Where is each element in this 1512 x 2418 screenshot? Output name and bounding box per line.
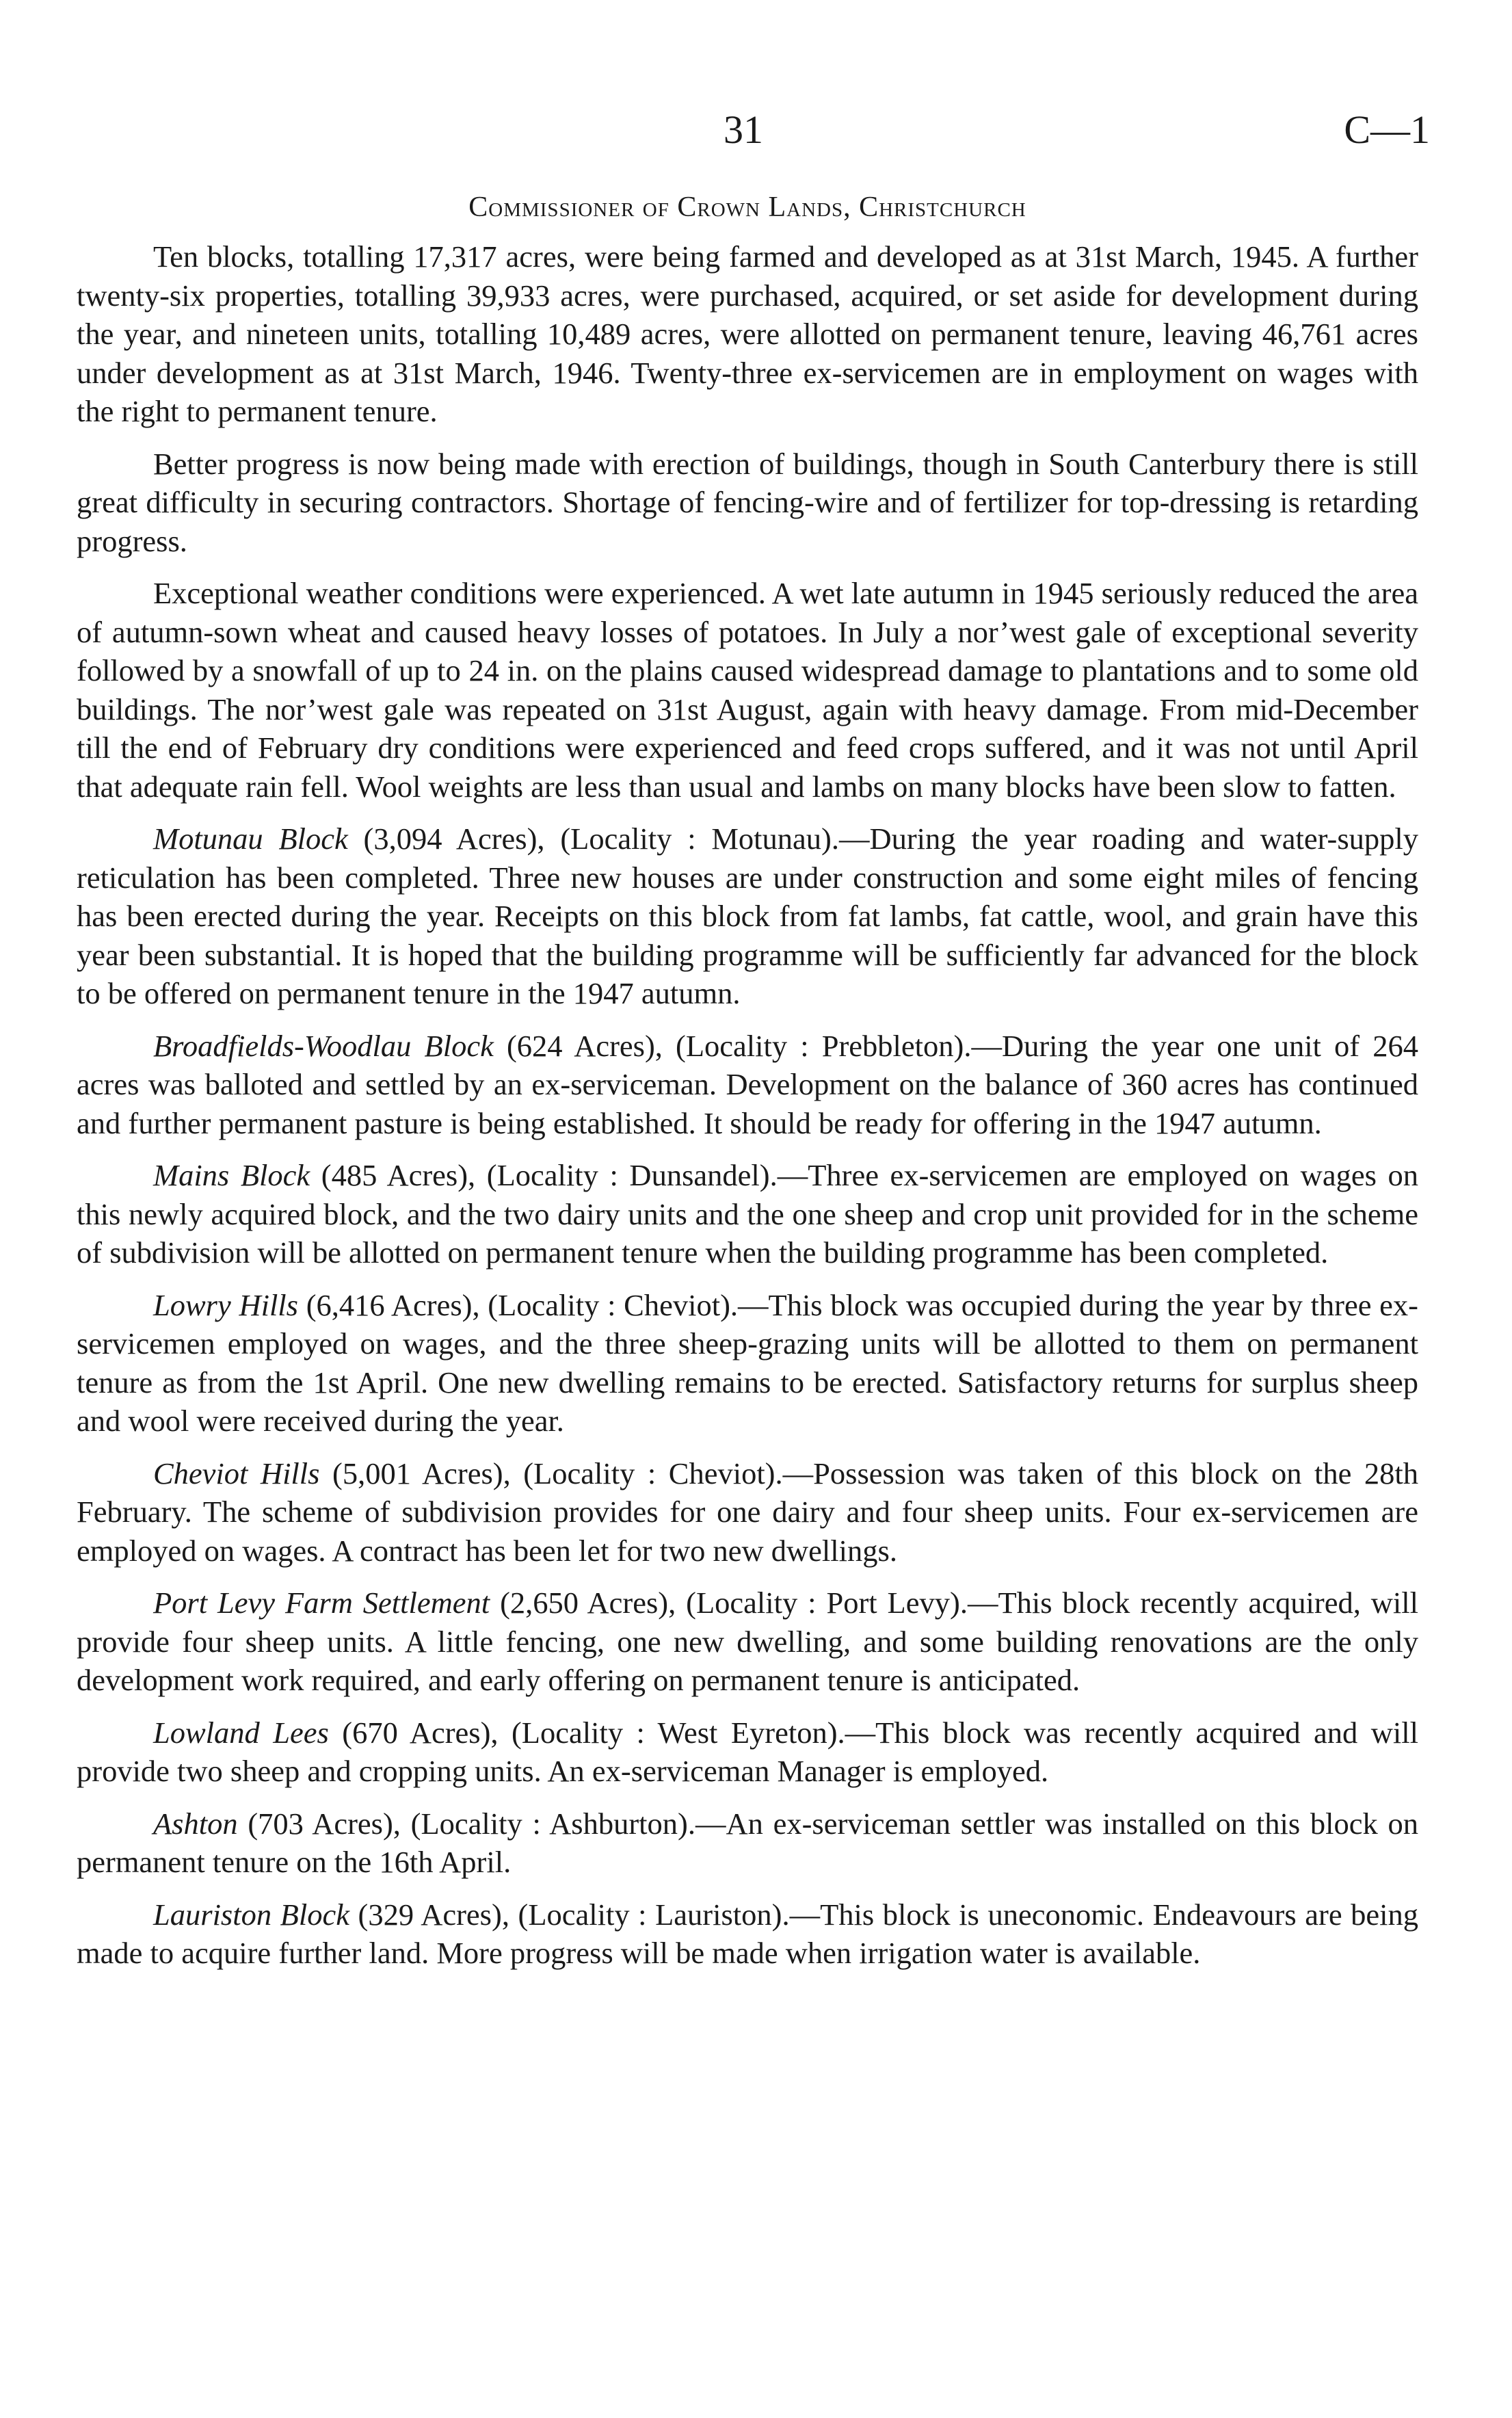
document-reference: C—1 — [1344, 107, 1430, 152]
block-details: (670 Acres), (Locality : West Eyreton).— — [328, 1715, 876, 1750]
block-details: (329 Acres), (Locality : Lauriston).— — [349, 1897, 821, 1932]
block-paragraph-port-levy — [77, 1583, 1418, 1700]
block-name: Ashton — [153, 1806, 238, 1841]
block-text: This block was recently acquired and will provide two sheep and cropping units. An ex-serviceman Manager is employed. — [77, 1715, 1418, 1788]
block-paragraph-cheviot-hills — [77, 1454, 1418, 1571]
section-heading: Commissioner of Crown Lands, Christchurch — [468, 192, 1026, 223]
block-paragraph-motunau — [77, 819, 1418, 1013]
block-paragraph-lauriston — [77, 1895, 1418, 1973]
block-paragraph-broadfields-woodlau — [77, 1027, 1418, 1143]
block-text: An ex-serviceman settler was installed on this block on permanent tenure on the 16th April. — [77, 1806, 1418, 1879]
block-name: Port Levy Farm Settlement — [153, 1586, 490, 1620]
block-name: Motunau Block — [153, 822, 348, 856]
block-text: Possession was taken of this block on the 28th February. The scheme of subdivision provides for one dairy and four sheep units. Four ex-servicemen are employed on wages. A contract has been let for two new dwellings. — [77, 1456, 1418, 1568]
block-details: (6,416 Acres), (Locality : Cheviot).— — [298, 1287, 769, 1322]
block-text: During the year one unit of 264 acres was balloted and settled by an ex-serviceman. Development on the balance of 360 acres has continued and further permanent pasture is being established. It should be ready for offering in the 1947 autumn. — [77, 1028, 1418, 1140]
block-paragraph-ashton — [77, 1804, 1418, 1882]
block-name: Lowland Lees — [153, 1715, 329, 1750]
block-paragraph-mains — [77, 1156, 1418, 1272]
block-details: (624 Acres), (Locality : Prebbleton).— — [493, 1028, 1002, 1063]
block-details: (5,001 Acres), (Locality : Cheviot).— — [319, 1456, 814, 1490]
block-details: (3,094 Acres), (Locality : Motunau).— — [347, 822, 870, 856]
page-header — [0, 103, 1512, 157]
block-text: Three ex-servicemen are employed on wages on this newly acquired block, and the two dairy units and the one sheep and crop unit provided for in the scheme of subdivision will be allotted on permanent tenure when the building programme has been completed. — [77, 1158, 1418, 1270]
block-name: Broadfields-Woodlau Block — [153, 1028, 494, 1063]
block-paragraph-lowland-lees — [77, 1713, 1418, 1791]
block-details: (703 Acres), (Locality : Ashburton).— — [237, 1806, 726, 1841]
intro-paragraph: Exceptional weather conditions were experienced. A wet late autumn in 1945 seriously reduced the area of autumn-sown wheat and caused heavy losses of potatoes. In July a nor’west gale of exceptional severity followed by a snowfall of up to 24 in. on the plains caused widespread damage to plantations and to some old buildings. The nor’west gale was repeated on 31st August, again with heavy damage. From mid-December till the end of February dry conditions were experienced and feed crops suffered, and it was not until April that adequate rain fell. Wool weights are less than usual and lambs on many blocks have been slow to fatten. — [77, 576, 1418, 804]
intro-paragraph: Ten blocks, totalling 17,317 acres, were being farmed and developed as at 31st March, 1945. A further twenty-six properties, totalling 39,933 acres, were purchased, acquired, or set aside for development during the year, and nineteen units, totalling 10,489 acres, were allotted on permanent tenure, leaving 46,761 acres under development as at 31st March, 1946. Twenty-three ex-servicemen are in employment on wages with the right to permanent tenure. — [77, 239, 1418, 428]
block-text: This block recently acquired, will provide four sheep units. A little fencing, one new dwelling, and some building renovations are the only development work required, and early offering on permanent tenure is anticipated. — [77, 1586, 1418, 1697]
block-text: This block is uneconomic. Endeavours are being made to acquire further land. More progress will be made when irrigation water is available. — [77, 1897, 1418, 1970]
block-name: Lowry Hills — [153, 1287, 298, 1322]
block-name: Lauriston Block — [153, 1897, 349, 1932]
block-details: (485 Acres), (Locality : Dunsandel).— — [310, 1158, 808, 1192]
intro-paragraph: Better progress is now being made with erection of buildings, though in South Canterbury there is still great difficulty in securing contractors. Shortage of fencing-wire and of fertilizer for top-dressing is retarding progress. — [77, 446, 1418, 558]
block-paragraph-lowry-hills — [77, 1286, 1418, 1441]
document-body — [77, 188, 1418, 1986]
page-number: 31 — [724, 107, 763, 152]
block-text: This block was occupied during the year by three ex-servicemen employed on wages, and the three sheep-grazing units will be allotted to them on permanent tenure as from the 1st April. One new dwelling remains to be erected. Satisfactory returns for surplus sheep and wool were received during the year. — [77, 1287, 1418, 1438]
block-text: During the year roading and water-supply reticulation has been completed. Three new houses are under construction and some eight miles of fencing has been erected during the year. Receipts on this block from fat lambs, fat cattle, wool, and grain have this year been substantial. It is hoped that the building programme will be sufficiently far advanced for the block to be offered on permanent tenure in the 1947 autumn. — [77, 822, 1418, 1010]
block-details: (2,650 Acres), (Locality : Port Levy).— — [490, 1586, 998, 1620]
block-name: Mains Block — [153, 1158, 310, 1192]
block-name: Cheviot Hills — [153, 1456, 320, 1490]
